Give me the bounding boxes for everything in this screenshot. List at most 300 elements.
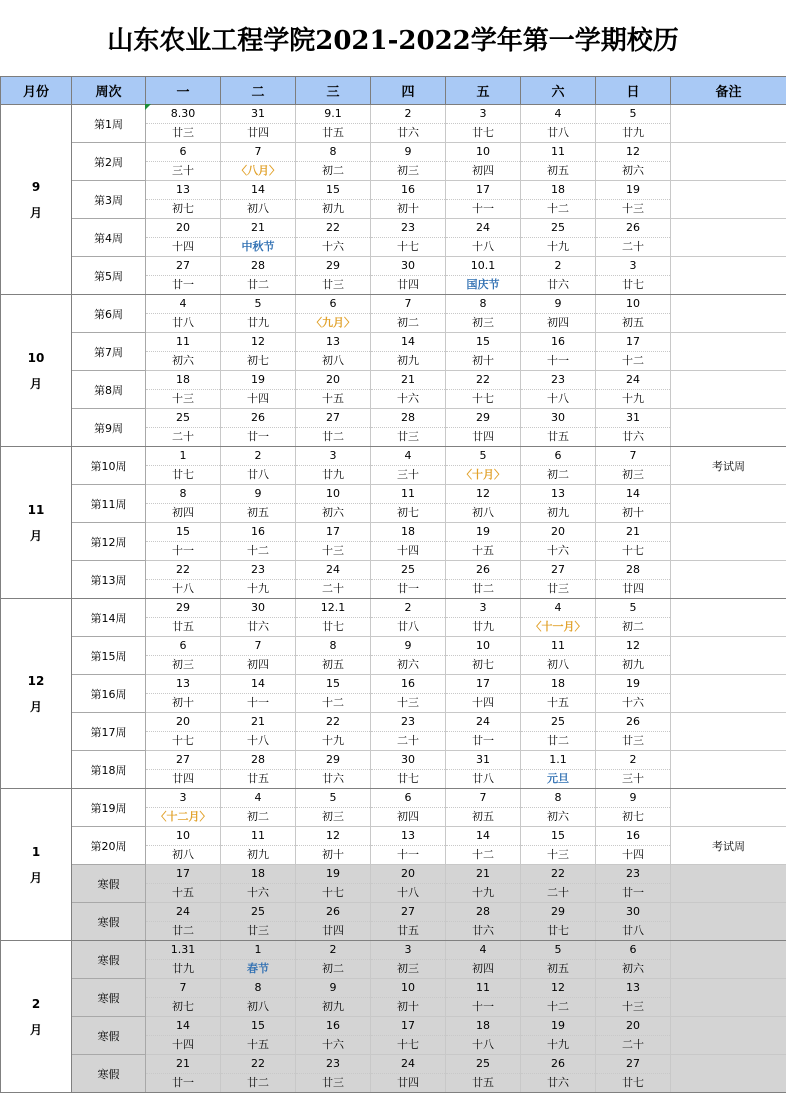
solar-date: 13 <box>296 333 370 352</box>
lunar-date: 初六 <box>622 164 644 177</box>
lunar-date: 十二 <box>547 1000 569 1013</box>
solar-date: 29 <box>296 257 370 276</box>
day-cell <box>221 751 296 789</box>
week-label: 寒假 <box>72 941 146 979</box>
day-cell <box>146 751 221 789</box>
day-cell <box>296 1055 371 1093</box>
lunar-date: 廿五 <box>172 620 194 633</box>
solar-date: 30 <box>371 257 445 276</box>
day-cell <box>596 903 671 941</box>
lunar-date: 十四 <box>172 240 194 253</box>
day-cell <box>446 447 521 485</box>
lunar-date: 二十 <box>172 430 194 443</box>
solar-date: 10 <box>446 143 520 162</box>
solar-date: 17 <box>446 675 520 694</box>
lunar-date: 廿八 <box>172 316 194 329</box>
day-cell <box>296 105 371 143</box>
solar-date: 12 <box>521 979 595 998</box>
day-cell <box>446 257 521 295</box>
solar-date: 11 <box>446 979 520 998</box>
solar-date: 22 <box>521 865 595 884</box>
day-cell <box>371 561 446 599</box>
festival-label: 元旦 <box>547 772 569 785</box>
note-cell: 考试周 <box>671 827 786 865</box>
note-cell <box>671 979 786 1017</box>
week-row <box>1 181 786 219</box>
week-label: 第15周 <box>72 637 146 675</box>
lunar-date: 廿二 <box>472 582 494 595</box>
lunar-date: 初七 <box>247 354 269 367</box>
solar-date: 11 <box>521 637 595 656</box>
lunar-date: 廿一 <box>247 430 269 443</box>
lunar-date: 初二 <box>397 316 419 329</box>
lunar-date: 十一 <box>472 202 494 215</box>
day-cell <box>521 865 596 903</box>
week-label: 第2周 <box>72 143 146 181</box>
day-cell <box>521 979 596 1017</box>
day-cell <box>296 599 371 637</box>
lunar-date: 廿七 <box>322 620 344 633</box>
solar-date: 21 <box>221 713 295 732</box>
solar-date: 6 <box>596 941 670 960</box>
solar-date: 28 <box>371 409 445 428</box>
week-row <box>1 979 786 1017</box>
day-cell <box>146 1055 221 1093</box>
solar-date: 13 <box>146 675 220 694</box>
month-number: 12 <box>27 673 45 688</box>
solar-date: 16 <box>596 827 670 846</box>
solar-date: 14 <box>596 485 670 504</box>
lunar-date: 十八 <box>547 392 569 405</box>
lunar-date: 初二 <box>547 468 569 481</box>
solar-date: 8 <box>296 637 370 656</box>
day-cell <box>371 523 446 561</box>
lunar-date: 初八 <box>172 848 194 861</box>
lunar-date: 初九 <box>397 354 419 367</box>
day-cell <box>221 219 296 257</box>
day-cell <box>221 447 296 485</box>
week-label: 第8周 <box>72 371 146 409</box>
lunar-date: 廿六 <box>472 924 494 937</box>
lunar-date: 十七 <box>472 392 494 405</box>
day-cell <box>596 561 671 599</box>
week-label: 第17周 <box>72 713 146 751</box>
week-row <box>1 1017 786 1055</box>
day-cell <box>371 637 446 675</box>
lunar-date: 十七 <box>397 240 419 253</box>
solar-date: 13 <box>371 827 445 846</box>
lunar-date: 廿一 <box>172 278 194 291</box>
day-cell <box>296 181 371 219</box>
lunar-date: 十七 <box>322 886 344 899</box>
day-cell <box>146 713 221 751</box>
day-cell <box>521 903 596 941</box>
week-row <box>1 409 786 447</box>
solar-date: 22 <box>221 1055 295 1074</box>
day-cell <box>221 561 296 599</box>
solar-date: 27 <box>296 409 370 428</box>
lunar-date: 初六 <box>547 810 569 823</box>
solar-date: 24 <box>596 371 670 390</box>
lunar-date: 十九 <box>247 582 269 595</box>
solar-date: 12 <box>596 637 670 656</box>
solar-date: 1.31 <box>146 941 220 960</box>
day-cell <box>296 789 371 827</box>
day-cell <box>446 751 521 789</box>
day-cell <box>146 561 221 599</box>
lunar-month-label: 〈八月〉 <box>236 164 280 177</box>
solar-date: 11 <box>371 485 445 504</box>
day-cell <box>446 599 521 637</box>
day-cell <box>371 485 446 523</box>
lunar-date: 十一 <box>472 1000 494 1013</box>
lunar-date: 十六 <box>247 886 269 899</box>
lunar-date: 十三 <box>322 544 344 557</box>
note-cell <box>671 561 786 599</box>
day-cell <box>371 713 446 751</box>
lunar-date: 十三 <box>397 696 419 709</box>
day-cell <box>596 295 671 333</box>
lunar-date: 廿三 <box>247 924 269 937</box>
lunar-date: 廿五 <box>472 1076 494 1089</box>
solar-date: 4 <box>521 105 595 124</box>
lunar-date: 十四 <box>172 1038 194 1051</box>
week-row <box>1 143 786 181</box>
day-cell <box>296 485 371 523</box>
day-cell <box>446 941 521 979</box>
day-cell <box>371 1055 446 1093</box>
lunar-date: 初五 <box>247 506 269 519</box>
solar-date: 19 <box>221 371 295 390</box>
day-cell <box>596 713 671 751</box>
lunar-date: 十五 <box>247 1038 269 1051</box>
day-cell <box>596 143 671 181</box>
day-cell <box>446 637 521 675</box>
solar-date: 24 <box>296 561 370 580</box>
lunar-date: 初四 <box>472 164 494 177</box>
lunar-date: 十六 <box>547 544 569 557</box>
lunar-date: 廿九 <box>472 620 494 633</box>
week-row <box>1 371 786 409</box>
lunar-date: 初十 <box>622 506 644 519</box>
day-cell <box>221 295 296 333</box>
lunar-date: 廿五 <box>322 126 344 139</box>
note-cell <box>671 371 786 409</box>
lunar-date: 三十 <box>622 772 644 785</box>
solar-date: 2 <box>521 257 595 276</box>
lunar-date: 廿四 <box>397 1076 419 1089</box>
solar-date: 4 <box>446 941 520 960</box>
week-row <box>1 827 786 865</box>
day-cell <box>446 675 521 713</box>
day-cell <box>371 941 446 979</box>
lunar-date: 廿八 <box>472 772 494 785</box>
week-label: 第9周 <box>72 409 146 447</box>
solar-date: 20 <box>371 865 445 884</box>
lunar-date: 十二 <box>322 696 344 709</box>
solar-date: 20 <box>146 219 220 238</box>
week-row <box>1 865 786 903</box>
solar-date: 5 <box>221 295 295 314</box>
solar-date: 25 <box>371 561 445 580</box>
note-cell <box>671 941 786 979</box>
day-cell <box>296 903 371 941</box>
header-row <box>1 77 786 105</box>
solar-date: 25 <box>521 713 595 732</box>
note-cell <box>671 637 786 675</box>
day-cell <box>446 979 521 1017</box>
header-week: 周次 <box>72 77 146 105</box>
day-cell <box>521 485 596 523</box>
solar-date: 14 <box>446 827 520 846</box>
note-cell <box>671 903 786 941</box>
day-cell <box>371 257 446 295</box>
lunar-date: 十五 <box>547 696 569 709</box>
day-cell <box>371 447 446 485</box>
solar-date: 2 <box>371 105 445 124</box>
solar-date: 6 <box>521 447 595 466</box>
lunar-date: 初四 <box>472 962 494 975</box>
lunar-date: 廿二 <box>172 924 194 937</box>
week-label: 第19周 <box>72 789 146 827</box>
lunar-date: 初六 <box>397 658 419 671</box>
day-cell <box>146 941 221 979</box>
solar-date: 15 <box>521 827 595 846</box>
day-cell <box>446 561 521 599</box>
lunar-date: 廿七 <box>622 1076 644 1089</box>
day-cell <box>146 295 221 333</box>
solar-date: 24 <box>146 903 220 922</box>
solar-date: 1.1 <box>521 751 595 770</box>
solar-date: 9 <box>521 295 595 314</box>
day-cell <box>146 789 221 827</box>
day-cell <box>521 1017 596 1055</box>
day-cell <box>446 903 521 941</box>
solar-date: 9.1 <box>296 105 370 124</box>
lunar-date: 廿五 <box>247 772 269 785</box>
day-cell <box>221 257 296 295</box>
note-cell <box>671 333 786 371</box>
solar-date: 7 <box>221 637 295 656</box>
solar-date: 11 <box>221 827 295 846</box>
month-cell <box>1 295 72 447</box>
solar-date: 3 <box>146 789 220 808</box>
lunar-date: 廿二 <box>247 278 269 291</box>
day-cell <box>596 637 671 675</box>
day-cell <box>446 1055 521 1093</box>
day-cell <box>296 941 371 979</box>
cell-comment-marker <box>145 104 151 110</box>
note-cell <box>671 485 786 523</box>
lunar-date: 廿四 <box>322 924 344 937</box>
solar-date: 4 <box>221 789 295 808</box>
week-label: 第10周 <box>72 447 146 485</box>
week-row <box>1 637 786 675</box>
solar-date: 27 <box>146 751 220 770</box>
week-row <box>1 447 786 485</box>
note-cell <box>671 789 786 827</box>
solar-date: 8 <box>521 789 595 808</box>
solar-date: 5 <box>296 789 370 808</box>
day-cell <box>521 789 596 827</box>
header-month: 月份 <box>1 77 72 105</box>
lunar-date: 初十 <box>397 202 419 215</box>
lunar-date: 十六 <box>397 392 419 405</box>
lunar-date: 十九 <box>547 1038 569 1051</box>
week-label: 第7周 <box>72 333 146 371</box>
lunar-month-label: 〈十月〉 <box>461 468 505 481</box>
solar-date: 2 <box>221 447 295 466</box>
day-cell <box>146 1017 221 1055</box>
page-title: 山东农业工程学院2021-2022学年第一学期校历 <box>107 25 679 56</box>
solar-date: 29 <box>146 599 220 618</box>
solar-date: 9 <box>371 637 445 656</box>
day-cell <box>521 827 596 865</box>
week-label: 寒假 <box>72 865 146 903</box>
week-label: 寒假 <box>72 1017 146 1055</box>
solar-date: 24 <box>446 219 520 238</box>
lunar-date: 十三 <box>622 1000 644 1013</box>
lunar-date: 初十 <box>322 848 344 861</box>
day-cell <box>596 371 671 409</box>
solar-date: 22 <box>296 219 370 238</box>
day-cell <box>296 637 371 675</box>
lunar-date: 廿四 <box>172 772 194 785</box>
day-cell <box>371 1017 446 1055</box>
lunar-date: 初十 <box>472 354 494 367</box>
lunar-date: 十二 <box>247 544 269 557</box>
day-cell <box>371 675 446 713</box>
note-cell <box>671 1017 786 1055</box>
day-cell <box>371 751 446 789</box>
solar-date: 25 <box>146 409 220 428</box>
day-cell <box>221 371 296 409</box>
day-cell <box>296 257 371 295</box>
month-number: 10 <box>27 350 45 365</box>
lunar-date: 十九 <box>472 886 494 899</box>
week-row <box>1 751 786 789</box>
solar-date: 29 <box>446 409 520 428</box>
lunar-date: 初四 <box>172 506 194 519</box>
lunar-date: 十六 <box>622 696 644 709</box>
day-cell <box>521 447 596 485</box>
week-label: 第18周 <box>72 751 146 789</box>
day-cell <box>596 409 671 447</box>
week-label: 第20周 <box>72 827 146 865</box>
month-number: 9 <box>31 179 41 194</box>
day-cell <box>596 447 671 485</box>
lunar-date: 廿四 <box>622 582 644 595</box>
lunar-date: 廿九 <box>247 316 269 329</box>
solar-date: 18 <box>521 675 595 694</box>
solar-date: 28 <box>221 257 295 276</box>
solar-date: 2 <box>371 599 445 618</box>
day-cell <box>521 105 596 143</box>
solar-date: 4 <box>146 295 220 314</box>
day-cell <box>221 941 296 979</box>
day-cell <box>371 409 446 447</box>
solar-date: 19 <box>446 523 520 542</box>
lunar-date: 廿八 <box>547 126 569 139</box>
lunar-date: 廿七 <box>622 278 644 291</box>
day-cell <box>596 523 671 561</box>
lunar-month-label: 〈九月〉 <box>311 316 355 329</box>
day-cell <box>146 105 221 143</box>
day-cell <box>146 637 221 675</box>
day-cell <box>596 485 671 523</box>
lunar-date: 廿四 <box>397 278 419 291</box>
solar-date: 12.1 <box>296 599 370 618</box>
week-label: 第5周 <box>72 257 146 295</box>
week-row <box>1 599 786 637</box>
solar-date: 16 <box>221 523 295 542</box>
week-label: 寒假 <box>72 979 146 1017</box>
week-row <box>1 789 786 827</box>
lunar-date: 十二 <box>472 848 494 861</box>
week-label: 第11周 <box>72 485 146 523</box>
lunar-date: 十一 <box>172 544 194 557</box>
lunar-date: 廿三 <box>547 582 569 595</box>
day-cell <box>446 333 521 371</box>
calendar-table <box>0 76 786 1093</box>
lunar-date: 初三 <box>622 468 644 481</box>
solar-date: 5 <box>596 105 670 124</box>
day-cell <box>521 941 596 979</box>
solar-date: 6 <box>296 295 370 314</box>
solar-date: 31 <box>221 105 295 124</box>
solar-date: 26 <box>296 903 370 922</box>
solar-date: 3 <box>371 941 445 960</box>
lunar-date: 十五 <box>172 886 194 899</box>
week-row <box>1 257 786 295</box>
lunar-date: 廿二 <box>247 1076 269 1089</box>
solar-date: 22 <box>146 561 220 580</box>
solar-date: 13 <box>596 979 670 998</box>
solar-date: 11 <box>521 143 595 162</box>
day-cell <box>146 675 221 713</box>
day-cell <box>221 1055 296 1093</box>
lunar-date: 二十 <box>397 734 419 747</box>
day-cell <box>146 827 221 865</box>
day-cell <box>521 713 596 751</box>
solar-date: 26 <box>446 561 520 580</box>
header-fri: 五 <box>446 77 521 105</box>
solar-date: 15 <box>296 181 370 200</box>
day-cell <box>221 827 296 865</box>
festival-label: 春节 <box>247 962 269 975</box>
lunar-date: 十一 <box>397 848 419 861</box>
lunar-date: 初五 <box>547 164 569 177</box>
day-cell <box>521 371 596 409</box>
month-cell <box>1 447 72 599</box>
solar-date: 19 <box>521 1017 595 1036</box>
lunar-date: 初三 <box>397 164 419 177</box>
lunar-date: 初九 <box>322 202 344 215</box>
lunar-date: 廿三 <box>322 1076 344 1089</box>
solar-date: 26 <box>596 219 670 238</box>
lunar-date: 初二 <box>322 962 344 975</box>
solar-date: 22 <box>296 713 370 732</box>
day-cell <box>521 523 596 561</box>
lunar-date: 三十 <box>172 164 194 177</box>
lunar-date: 廿六 <box>547 278 569 291</box>
day-cell <box>221 409 296 447</box>
week-label: 第6周 <box>72 295 146 333</box>
month-unit: 月 <box>29 699 42 714</box>
solar-date: 13 <box>521 485 595 504</box>
week-row <box>1 485 786 523</box>
day-cell <box>446 409 521 447</box>
